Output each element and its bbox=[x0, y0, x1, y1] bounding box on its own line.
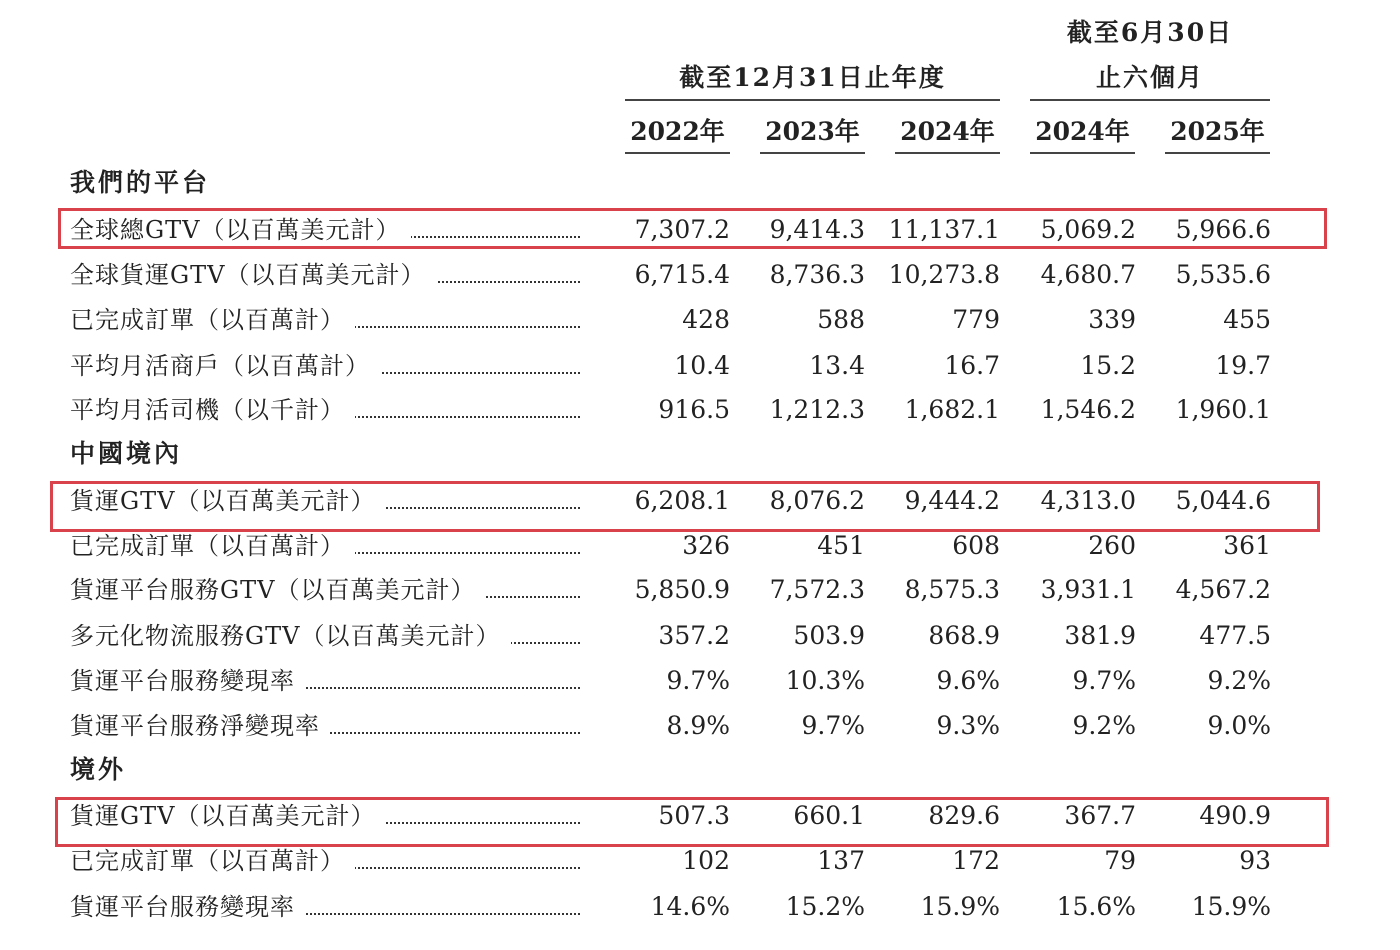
cell-value-col-2: 13.4 bbox=[809, 351, 865, 380]
highlight-box-domestic-freight-gtv bbox=[50, 481, 1320, 532]
cell-value-col-4: 15.6% bbox=[1056, 892, 1136, 921]
cell-value-col-1: 9.7% bbox=[666, 666, 730, 695]
cell-value-col-1: 102 bbox=[682, 846, 730, 875]
year-header-2022: 2022年 bbox=[630, 117, 725, 146]
cell-value-col-3: 868.9 bbox=[928, 621, 1000, 650]
cell-value-col-1: 357.2 bbox=[658, 621, 730, 650]
cell-value-col-2: 8,736.3 bbox=[769, 260, 865, 289]
table-row-overseas-monetization-rate bbox=[0, 887, 1400, 927]
cell-value-col-2: 588 bbox=[817, 305, 865, 334]
cell-value-col-3: 16.7 bbox=[944, 351, 1000, 380]
cell-value-col-3: 10,273.8 bbox=[888, 260, 1000, 289]
year-underline-2022 bbox=[625, 152, 730, 154]
highlight-box-overseas-freight-gtv bbox=[55, 797, 1329, 847]
cell-value-col-3: 1,682.1 bbox=[904, 395, 1000, 424]
cell-value-col-2: 15.2% bbox=[785, 892, 865, 921]
row-label-text: 多元化物流服務GTV（以百萬美元計） bbox=[70, 622, 511, 650]
cell-value-col-5: 9.0% bbox=[1207, 711, 1271, 740]
interim-header-rule bbox=[1030, 99, 1270, 101]
table-row-freight-monetization-rate bbox=[0, 661, 1400, 701]
cell-value-col-1: 6,208.1 bbox=[634, 486, 730, 515]
cell-value-col-1: 14.6% bbox=[650, 892, 730, 921]
row-label bbox=[70, 526, 580, 566]
table-row-domestic-completed-orders bbox=[0, 526, 1400, 566]
row-label bbox=[70, 255, 580, 295]
row-label-text: 貨運平台服務變現率 bbox=[70, 667, 305, 695]
cell-value-col-5: 19.7 bbox=[1215, 351, 1271, 380]
cell-value-col-2: 660.1 bbox=[793, 801, 865, 830]
cell-value-col-3: 9.3% bbox=[936, 711, 1000, 740]
table-row-overseas-completed-orders bbox=[0, 841, 1400, 881]
cell-value-col-1: 10.4 bbox=[674, 351, 730, 380]
row-label bbox=[70, 841, 580, 881]
section-overseas-title: 境外 bbox=[70, 755, 127, 784]
year-header-2024: 2024年 bbox=[900, 117, 995, 146]
cell-value-col-2: 9,414.3 bbox=[769, 215, 865, 244]
row-label-text: 全球總GTV（以百萬美元計） bbox=[70, 216, 411, 244]
cell-value-col-2: 1,212.3 bbox=[769, 395, 865, 424]
row-label-text: 平均月活商戶（以百萬計） bbox=[70, 352, 380, 380]
cell-value-col-3: 8,575.3 bbox=[904, 575, 1000, 604]
row-label-text: 全球貨運GTV（以百萬美元計） bbox=[70, 261, 436, 289]
year-underline-2024-interim bbox=[1030, 152, 1135, 154]
year-header-2025-interim: 2025年 bbox=[1170, 117, 1265, 146]
cell-value-col-4: 4,680.7 bbox=[1040, 260, 1136, 289]
cell-value-col-5: 490.9 bbox=[1199, 801, 1271, 830]
row-label-text: 已完成訂單（以百萬計） bbox=[70, 306, 355, 334]
highlight-box-global-gtv bbox=[58, 208, 1327, 249]
cell-value-col-4: 5,069.2 bbox=[1040, 215, 1136, 244]
cell-value-col-1: 5,850.9 bbox=[634, 575, 730, 604]
cell-value-col-1: 916.5 bbox=[658, 395, 730, 424]
year-underline-2023 bbox=[760, 152, 865, 154]
table-row-freight-net-monetization-rate bbox=[0, 706, 1400, 746]
row-label-text: 貨運GTV（以百萬美元計） bbox=[70, 802, 386, 830]
cell-value-col-2: 7,572.3 bbox=[769, 575, 865, 604]
cell-value-col-4: 367.7 bbox=[1064, 801, 1136, 830]
row-label-text: 貨運平台服務變現率 bbox=[70, 893, 305, 921]
row-label bbox=[70, 706, 580, 746]
cell-value-col-5: 5,044.6 bbox=[1175, 486, 1271, 515]
cell-value-col-5: 4,567.2 bbox=[1175, 575, 1271, 604]
row-label-text: 已完成訂單（以百萬計） bbox=[70, 847, 355, 875]
cell-value-col-1: 8.9% bbox=[666, 711, 730, 740]
cell-value-col-2: 503.9 bbox=[793, 621, 865, 650]
interim-period-header-line2: 止六個月 bbox=[1095, 63, 1204, 92]
cell-value-col-5: 9.2% bbox=[1207, 666, 1271, 695]
cell-value-col-4: 79 bbox=[1104, 846, 1136, 875]
cell-value-col-1: 6,715.4 bbox=[634, 260, 730, 289]
table-row-completed-orders bbox=[0, 300, 1400, 340]
cell-value-col-5: 5,535.6 bbox=[1175, 260, 1271, 289]
annual-period-header: 截至12月31日止年度 bbox=[679, 63, 946, 92]
row-label bbox=[70, 887, 580, 927]
cell-value-col-2: 8,076.2 bbox=[769, 486, 865, 515]
cell-value-col-5: 361 bbox=[1223, 531, 1271, 560]
cell-value-col-3: 172 bbox=[952, 846, 1000, 875]
annual-header-rule bbox=[625, 99, 1000, 101]
table-row-global-freight-gtv bbox=[0, 255, 1400, 295]
cell-value-col-5: 477.5 bbox=[1199, 621, 1271, 650]
cell-value-col-2: 10.3% bbox=[785, 666, 865, 695]
cell-value-col-5: 93 bbox=[1239, 846, 1271, 875]
cell-value-col-3: 779 bbox=[952, 305, 1000, 334]
table-row-avg-monthly-active-drivers bbox=[0, 390, 1400, 430]
cell-value-col-5: 5,966.6 bbox=[1175, 215, 1271, 244]
cell-value-col-1: 326 bbox=[682, 531, 730, 560]
cell-value-col-1: 7,307.2 bbox=[634, 215, 730, 244]
row-label-text: 貨運平台服務GTV（以百萬美元計） bbox=[70, 576, 486, 604]
row-label bbox=[70, 346, 580, 386]
cell-value-col-3: 11,137.1 bbox=[888, 215, 1000, 244]
row-label bbox=[70, 616, 580, 656]
cell-value-col-4: 260 bbox=[1088, 531, 1136, 560]
cell-value-col-4: 381.9 bbox=[1064, 621, 1136, 650]
cell-value-col-4: 3,931.1 bbox=[1040, 575, 1136, 604]
cell-value-col-1: 507.3 bbox=[658, 801, 730, 830]
year-underline-2024 bbox=[895, 152, 1000, 154]
section-our-platform-title: 我們的平台 bbox=[70, 168, 211, 197]
cell-value-col-5: 1,960.1 bbox=[1175, 395, 1271, 424]
section-china-domestic-title: 中國境內 bbox=[70, 439, 183, 468]
cell-value-col-3: 608 bbox=[952, 531, 1000, 560]
row-label-text: 已完成訂單（以百萬計） bbox=[70, 532, 355, 560]
row-label bbox=[70, 300, 580, 340]
cell-value-col-5: 15.9% bbox=[1191, 892, 1271, 921]
year-header-2024-interim: 2024年 bbox=[1035, 117, 1130, 146]
cell-value-col-1: 428 bbox=[682, 305, 730, 334]
cell-value-col-4: 4,313.0 bbox=[1040, 486, 1136, 515]
row-label bbox=[70, 661, 580, 701]
cell-value-col-4: 339 bbox=[1088, 305, 1136, 334]
interim-period-header-line1: 截至6月30日 bbox=[1066, 18, 1234, 47]
year-underline-2025-interim bbox=[1165, 152, 1270, 154]
row-label bbox=[70, 390, 580, 430]
cell-value-col-4: 1,546.2 bbox=[1040, 395, 1136, 424]
cell-value-col-2: 9.7% bbox=[801, 711, 865, 740]
row-label-text: 貨運平台服務淨變現率 bbox=[70, 712, 330, 740]
row-label-text: 貨運GTV（以百萬美元計） bbox=[70, 487, 386, 515]
table-row-diversified-logistics-gtv bbox=[0, 616, 1400, 656]
cell-value-col-3: 9.6% bbox=[936, 666, 1000, 695]
cell-value-col-3: 9,444.2 bbox=[904, 486, 1000, 515]
cell-value-col-2: 451 bbox=[817, 531, 865, 560]
cell-value-col-2: 137 bbox=[817, 846, 865, 875]
cell-value-col-4: 9.7% bbox=[1072, 666, 1136, 695]
cell-value-col-4: 9.2% bbox=[1072, 711, 1136, 740]
year-header-2023: 2023年 bbox=[765, 117, 860, 146]
cell-value-col-5: 455 bbox=[1223, 305, 1271, 334]
cell-value-col-3: 15.9% bbox=[920, 892, 1000, 921]
cell-value-col-3: 829.6 bbox=[928, 801, 1000, 830]
table-row-freight-platform-service-gtv bbox=[0, 570, 1400, 610]
table-row-avg-monthly-active-shippers bbox=[0, 346, 1400, 386]
row-label-text: 平均月活司機（以千計） bbox=[70, 396, 355, 424]
cell-value-col-4: 15.2 bbox=[1080, 351, 1136, 380]
row-label bbox=[70, 570, 580, 610]
